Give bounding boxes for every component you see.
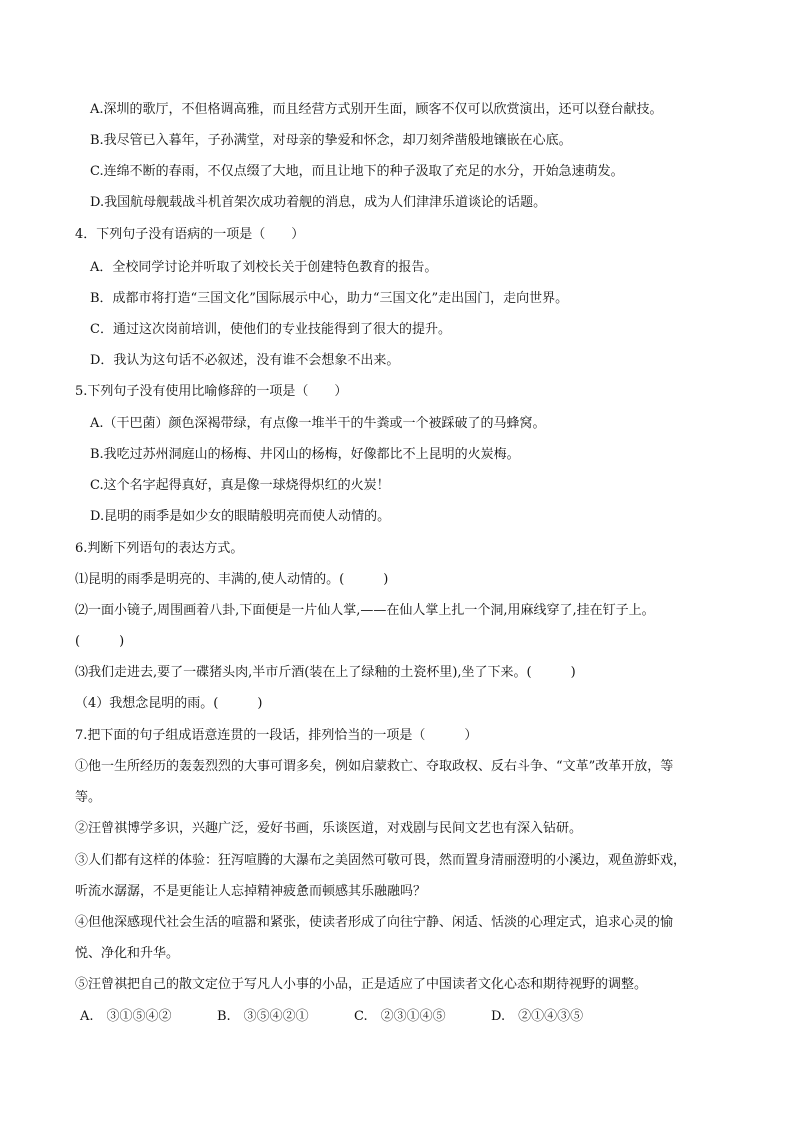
q4-option-a: A．全校同学讨论并听取了刘校长关于创建特色教育的报告。 [90, 260, 438, 275]
q7-line-8: ⑤汪曾祺把自己的散文定位于写凡人小事的小品，正是适应了中国读者文化心态和期待视野的调整。 [75, 977, 648, 992]
q5-option-d: D.昆明的雨季是如少女的眼睛般明亮而使人动情的。 [90, 509, 391, 524]
q5-option-c: C.这个名字起得真好，真是像一球烧得炽红的火炭！ [90, 478, 390, 493]
q6-item-2-blank: ( ) [75, 634, 125, 649]
q4-option-b: B．成都市将打造“三国文化”国际展示中心，助力“三国文化”走出国门，走向世界。 [90, 291, 569, 306]
q7-line-7: 悦、净化和升华。 [75, 946, 180, 961]
q7-options [80, 1007, 720, 1027]
q6-item-2: ⑵一面小镜子,周围画着八卦,下面便是一片仙人掌,——在仙人掌上扎一个洞,用麻线穿了,挂在钉子上。 [75, 603, 655, 618]
q4-stem: 4．下列句子没有语病的一项是（ ） [75, 227, 305, 242]
q6-item-1: ⑴昆明的雨季是明亮的、丰满的,使人动情的。( ) [75, 572, 389, 587]
q4-option-c: C．通过这次岗前培训，使他们的专业技能得到了很大的提升。 [90, 322, 451, 337]
q4-option-d: D．我认为这句话不必叙述，没有谁不会想象不出来。 [90, 353, 400, 368]
q7-line-6: ④但他深感现代社会生活的喧嚣和紧张，使读者形成了向往宁静、闲适、恬淡的心理定式，追求心灵的愉 [75, 915, 674, 930]
q6-item-4: （4）我想念昆明的雨。( ) [75, 696, 263, 711]
q7-line-5: 听流水潺潺，不是更能让人忘掉精神疲惫而顿感其乐融融吗？ [75, 884, 427, 899]
q7-stem: 7.把下面的句子组成语意连贯的一段话，排列恰当的一项是（ ） [75, 728, 478, 743]
q3-option-c: C.连绵不断的春雨，不仅点缀了大地，而且让地下的种子汲取了充足的水分，开始急速萌发。 [90, 164, 624, 179]
q3-option-b: B.我尽管已入暮年，子孙满堂，对母亲的挚爱和怀念，却刀刻斧凿般地镶嵌在心底。 [90, 133, 572, 148]
q7-line-2: 等。 [75, 790, 102, 805]
q6-item-3: ⑶我们走进去,要了一碟猪头肉,半市斤酒(装在上了绿釉的土瓷杯里),坐了下来。( ) [75, 665, 576, 680]
q7-option-d: D. ②①④③⑤ [491, 1009, 584, 1024]
q3-option-d: D.我国航母舰载战斗机首架次成功着舰的消息，成为人们津津乐道谈论的话题。 [90, 195, 547, 210]
q7-option-b: B. ③⑤④②① [217, 1009, 309, 1024]
q6-stem: 6.判断下列语句的表达方式。 [75, 541, 244, 556]
q5-option-a: A.（干巴菌）颜色深褐带绿，有点像一堆半干的牛粪或一个被踩破了的马蜂窝。 [90, 416, 546, 431]
q3-option-a: A.深圳的歌厅，不但格调高雅，而且经营方式别开生面，顾客不仅可以欣赏演出，还可以登台献技。 [90, 102, 663, 117]
q5-stem: 5.下列句子没有使用比喻修辞的一项是（ ） [75, 384, 348, 399]
q7-line-1: ①他一生所经历的轰轰烈烈的大事可谓多矣，例如启蒙救亡、夺取政权、反右斗争、“文革”改革开放，等 [75, 759, 674, 774]
q7-line-4: ③人们都有这样的体验：狂泻喧腾的大瀑布之美固然可敬可畏，然而置身清丽澄明的小溪边，观鱼游虾戏， [75, 853, 687, 868]
q7-line-3: ②汪曾祺博学多识，兴趣广泛，爱好书画，乐谈医道，对戏剧与民间文艺也有深入钻研。 [75, 821, 583, 836]
q7-option-c: C. ②③①④⑤ [354, 1009, 446, 1024]
q5-option-b: B.我吃过苏州洞庭山的杨梅、井冈山的杨梅，好像都比不上昆明的火炭梅。 [90, 447, 520, 462]
q7-option-a: A. ③①⑤④② [80, 1009, 172, 1024]
